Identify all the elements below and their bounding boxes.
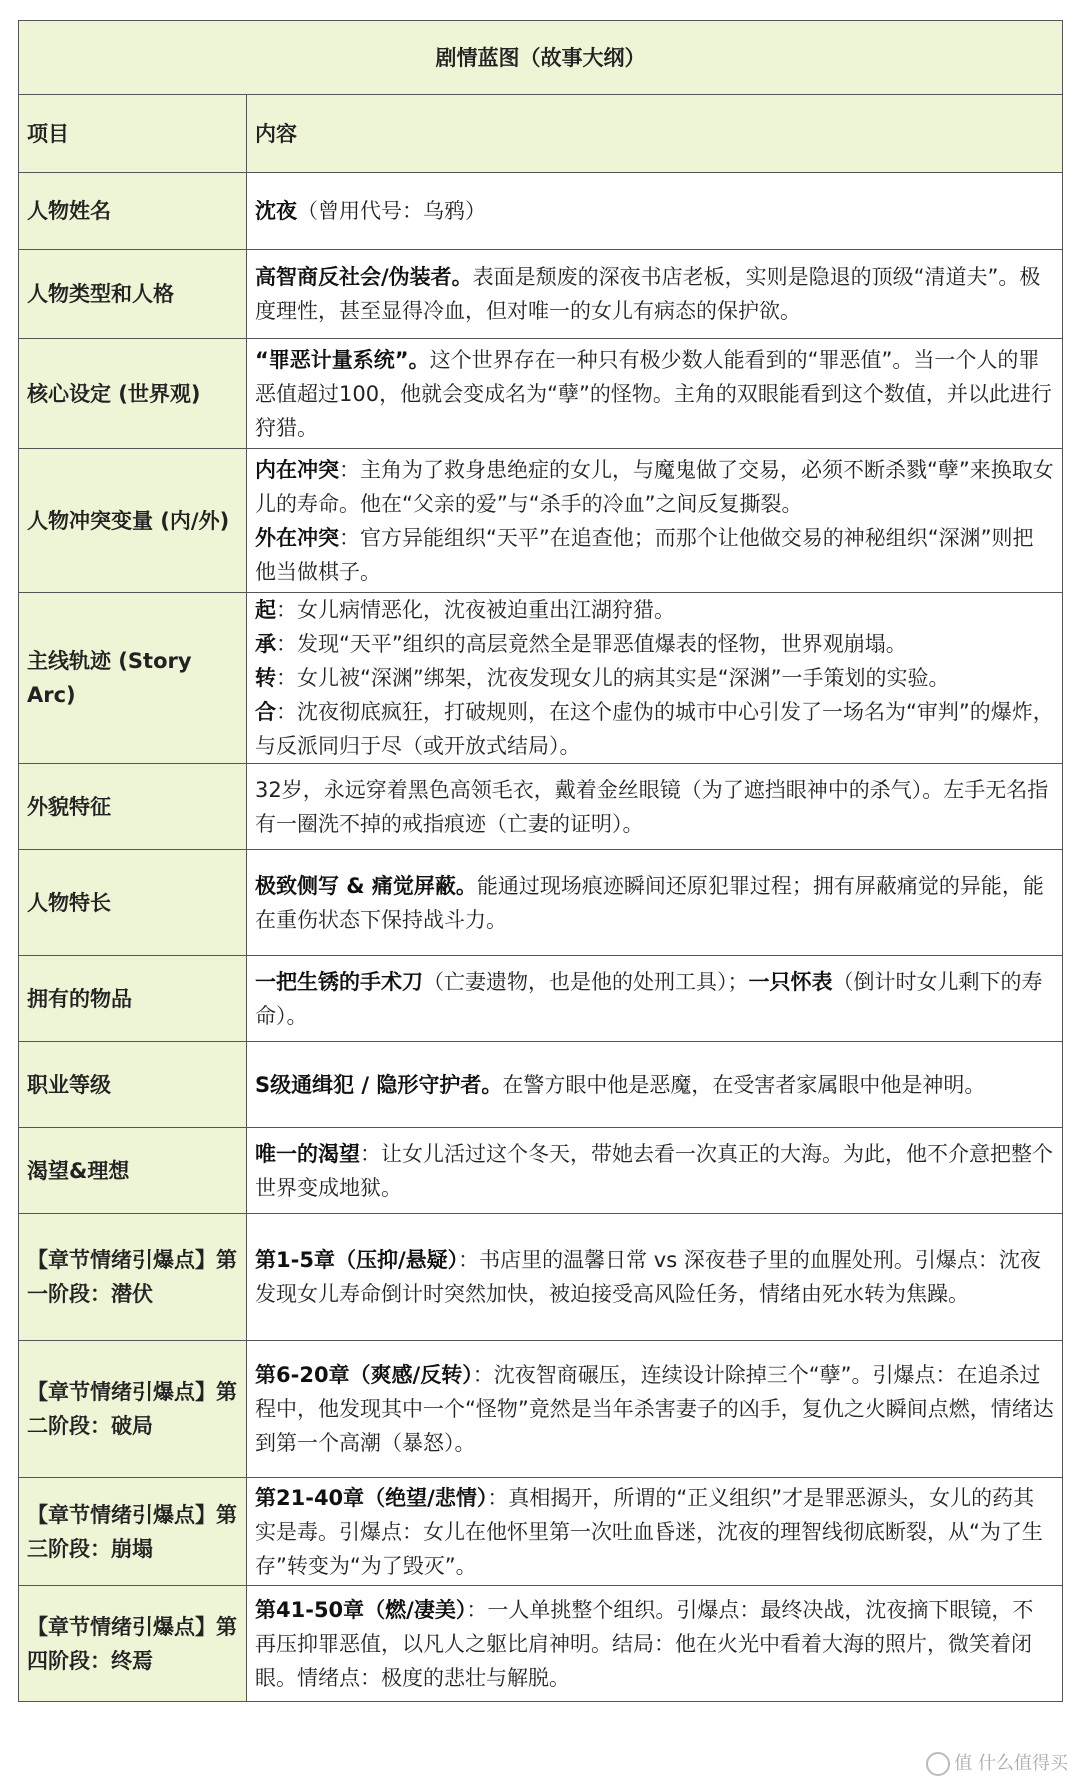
row-content (247, 449, 1063, 593)
row-label: 【章节情绪引爆点】第二阶段：破局 (19, 1341, 247, 1478)
table-row (19, 1042, 1063, 1128)
table-row (19, 1478, 1063, 1586)
header-content: 内容 (247, 95, 1063, 173)
row-label: 核心设定 (世界观) (19, 339, 247, 449)
table-row (19, 1341, 1063, 1478)
row-label: 【章节情绪引爆点】第四阶段：终焉 (19, 1586, 247, 1702)
table-row (19, 1128, 1063, 1214)
row-content: 沈夜（曾用代号：乌鸦） (247, 173, 1063, 250)
row-label: 人物类型和人格 (19, 250, 247, 339)
row-content: S级通缉犯 / 隐形守护者。在警方眼中他是恶魔，在受害者家属眼中他是神明。 (247, 1042, 1063, 1128)
header-item: 项目 (19, 95, 247, 173)
row-content: 第6-20章（爽感/反转）：沈夜智商碾压，连续设计除掉三个“孽”。引爆点：在追杀过程中，他发现其中一个“怪物”竟然是当年杀害妻子的凶手，复仇之火瞬间点燃，情绪达到第一个高潮（暴怒）。 (247, 1341, 1063, 1478)
content-line: 合：沈夜彻底疯狂，打破规则，在这个虚伪的城市中心引发了一场名为“审判”的爆炸，与反派同归于尽（或开放式结局）。 (255, 700, 1054, 758)
row-content: “罪恶计量系统”。这个世界存在一种只有极少数人能看到的“罪恶值”。当一个人的罪恶值超过100，他就会变成名为“孽”的怪物。主角的双眼能看到这个数值，并以此进行狩猎。 (247, 339, 1063, 449)
story-blueprint-table (18, 20, 1063, 1702)
content-line: 转：女儿被“深渊”绑架，沈夜发现女儿的病其实是“深渊”一手策划的实验。 (255, 666, 950, 690)
table-row (19, 449, 1063, 593)
row-label: 渴望&理想 (19, 1128, 247, 1214)
row-label: 人物姓名 (19, 173, 247, 250)
row-content: 第41-50章（燃/凄美）：一人单挑整个组织。引爆点：最终决战，沈夜摘下眼镜，不再压抑罪恶值，以凡人之躯比肩神明。结局：他在火光中看着大海的照片，微笑着闭眼。情绪点：极度的悲壮与解脱。 (247, 1586, 1063, 1702)
row-content: 第21-40章（绝望/悲情）：真相揭开，所谓的“正义组织”才是罪恶源头，女儿的药其实是毒。引爆点：女儿在他怀里第一次吐血昏迷，沈夜的理智线彻底断裂，从“为了生存”转变为“为了毁灭”。 (247, 1478, 1063, 1586)
row-label: 职业等级 (19, 1042, 247, 1128)
row-content: 极致侧写 & 痛觉屏蔽。能通过现场痕迹瞬间还原犯罪过程；拥有屏蔽痛觉的异能，能在重伤状态下保持战斗力。 (247, 850, 1063, 956)
row-content (247, 593, 1063, 764)
row-label: 主线轨迹 (Story Arc) (19, 593, 247, 764)
table-row (19, 1214, 1063, 1341)
title-row (19, 21, 1063, 95)
table-row (19, 339, 1063, 449)
row-label: 人物冲突变量 (内/外) (19, 449, 247, 593)
row-content: 32岁，永远穿着黑色高领毛衣，戴着金丝眼镜（为了遮挡眼神中的杀气）。左手无名指有一圈洗不掉的戒指痕迹（亡妻的证明）。 (247, 764, 1063, 850)
row-label: 拥有的物品 (19, 956, 247, 1042)
site-watermark: 值 什么值得买 (926, 1749, 1068, 1776)
row-content: 一把生锈的手术刀（亡妻遗物，也是他的处刑工具）；一只怀表（倒计时女儿剩下的寿命）。 (247, 956, 1063, 1042)
content-line: 内在冲突：主角为了救身患绝症的女儿，与魔鬼做了交易，必须不断杀戮“孽”来换取女儿的寿命。他在“父亲的爱”与“杀手的冷血”之间反复撕裂。 (255, 457, 1054, 516)
watermark-logo-icon (926, 1752, 950, 1776)
row-label: 【章节情绪引爆点】第三阶段：崩塌 (19, 1478, 247, 1586)
table-title: 剧情蓝图（故事大纲） (19, 21, 1063, 95)
table-row (19, 764, 1063, 850)
table-row (19, 593, 1063, 764)
row-content: 唯一的渴望：让女儿活过这个冬天，带她去看一次真正的大海。为此，他不介意把整个世界变成地狱。 (247, 1128, 1063, 1214)
table-row (19, 956, 1063, 1042)
row-label: 外貌特征 (19, 764, 247, 850)
row-content: 高智商反社会/伪装者。表面是颓废的深夜书店老板，实则是隐退的顶级“清道夫”。极度理性，甚至显得冷血，但对唯一的女儿有病态的保护欲。 (247, 250, 1063, 339)
content-line: 承：发现“天平”组织的高层竟然全是罪恶值爆表的怪物，世界观崩塌。 (255, 632, 907, 656)
table-row (19, 1586, 1063, 1702)
table-row (19, 173, 1063, 250)
row-label: 【章节情绪引爆点】第一阶段：潜伏 (19, 1214, 247, 1341)
table-row (19, 250, 1063, 339)
content-line: 起：女儿病情恶化，沈夜被迫重出江湖狩猎。 (255, 598, 675, 622)
header-row (19, 95, 1063, 173)
row-label: 人物特长 (19, 850, 247, 956)
content-line: 外在冲突：官方异能组织“天平”在追查他；而那个让他做交易的神秘组织“深渊”则把他当做棋子。 (255, 525, 1034, 584)
row-content: 第1-5章（压抑/悬疑）：书店里的温馨日常 vs 深夜巷子里的血腥处刑。引爆点：沈夜发现女儿寿命倒计时突然加快，被迫接受高风险任务，情绪由死水转为焦躁。 (247, 1214, 1063, 1341)
table-row (19, 850, 1063, 956)
